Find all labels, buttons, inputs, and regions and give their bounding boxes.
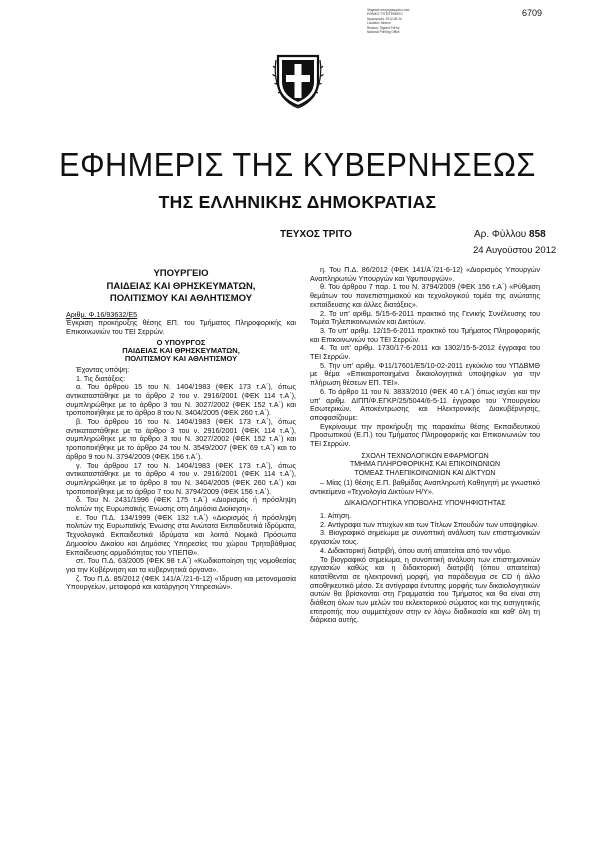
paragraph: η. Του Π.Δ. 86/2012 (ΦΕΚ 141/Α΄/21-6-12) «Διορισμός Υπουργών Αναπληρωτών Υπουργών και Υφυπουργών». [310,265,540,283]
gazette-title: ΕΦΗΜΕΡΙΣ ΤΗΣ ΚΥΒΕΡΝΗΣΕΩΣ [59,146,536,183]
school-line: ΣΧΟΛΗ ΤΕΧΝΟΛΟΓΙΚΩΝ ΕΦΑΡΜΟΓΩΝ [361,452,489,460]
document-item: 4. Διδακτορική διατριβή, όπου αυτή απαιτείται από τον νόμο. [320,545,512,555]
stamp-line: Reason: Signed Pdf by [367,25,400,30]
sheet-number [474,229,546,240]
ministry-heading [66,268,296,306]
paragraph: ζ. Του Π.Δ. 85/2012 (ΦΕΚ 141/Α΄/21-6-12) «Ίδρυση και μετονομασία Υπουργείων, μεταφορά και κατάργηση Υπηρεσιών». [66,573,296,592]
sheet-number-value: 858 [529,229,546,240]
document-item: 2. Αντίγραφα των πτυχίων και των Τίτλων Σπουδών των υποψηφίων. [320,519,540,529]
paragraph: ε. Του Π.Δ. 134/1999 (ΦΕΚ 132 τ.Α΄) «Διορισμός ή πρόσληψη πολιτών της Ευρωπαϊκής Ένωσης στα Ανώτατα Εκπαιδευτικά Ιδρύματα, Τεχνολογικά Εκπαιδευτικά Ιδρύματα και λοιπά Νομικά Πρόσωπα Δημοσίου Δικαίου και Δημόσιες Υπηρεσίες του χώρου Τρητοβάθμιας Εκπαίδευσης αρμοδιότητας του ΥΠΕΠΘ». [66,512,296,557]
document-item: 3. Βιογραφικό σημείωμα με συνοπτική ανάλυση των επιστημονικών εργασιών τους. [310,528,540,547]
minister-line: ΠΟΛΙΤΙΣΜΟΥ ΚΑΙ ΑΘΛΗΤΙΣΜΟΥ [124,354,238,364]
paragraph: Έχοντας υπόψη: [76,364,130,374]
gazette-subtitle: ΤΗΣ ΕΛΛΗΝΙΚΗΣ ΔΗΜΟΚΡΑΤΙΑΣ [158,192,437,212]
issue-date: 24 Αυγούστου 2012 [473,245,557,256]
paragraph: Εγκρίνουμε την προκήρυξη της παρακάτω θέσης Εκπαιδευτικού Προσωπικού (Ε.Π.) του Τμήματος Πληροφορικής και Επικοινωνιών του ΤΕΙ Σερρών. [310,421,540,449]
right-column [310,266,540,625]
paragraph: 2. Το υπ' αριθμ. 5/15-6-2011 πρακτικό της Γενικής Συνέλευσης του Τομέα Τηλεπικοινωνιών και Δικτύων. [310,308,540,327]
paragraph: 1. Τις διατάξεις: [76,373,126,383]
left-column [66,266,296,592]
document-item: 1. Αίτηση. [320,510,352,520]
issue-label: ΤΕΥΧΟΣ ΤΡΙΤΟ [280,229,352,240]
school-line: ΤΟΜΕΑΣ ΤΗΛΕΠΙΚΟΙΝΩΝΙΩΝ ΚΑΙ ΔΙΚΤΥΩΝ [354,470,496,478]
decision-number: Αριθμ. Φ.16/93632/Ε5 [66,309,138,319]
paragraph: β. Του άρθρου 16 του Ν. 1404/1983 (ΦΕΚ 173 τ.Α΄), όπως αντικαταστάθηκε με το άρθρο 3 του ν. 2916/2001 (ΦΕΚ 114 τ.Α΄), συμπληρώθηκε με το άρθρο 3 του Ν. 3027/2002 (ΦΕΚ 152 τ.Α΄) και τροποποιήθηκε με το άρθρο 24 του Ν. 3549/2007 (ΦΕΚ 69 τ.Α΄) και το άρθρο 9 του Ν. 3794/2009 (ΦΕΚ 156 τ.Α΄). [66,417,296,461]
paragraph: 6. Το άρθρο 11 του Ν. 3833/2010 (ΦΕΚ 40 τ.Α΄) όπως ισχύει και την υπ' αριθμ. ΔΙΠΠ/Φ.ΕΓΚΡ/25/5044/6-5-11 έγγραφο του Υπουργείου Εσωτερικών, Αποκέντρωσης και Ηλεκτρονικής Διακυβέρνησης, αποφασίζουμε: [310,386,540,422]
sheet-label: Αρ. Φύλλου [474,229,527,240]
stamp-line: Ημερομηνία: 2012.08.24 [367,16,402,21]
stamp-line: National Printing Office [367,30,400,35]
documents-heading: ΔΙΚΑΙΟΛΟΓΗΤΙΚΑ ΥΠΟΒΟΛΗΣ ΥΠΟΨΗΦΙΟΤΗΤΑΣ [344,500,506,508]
ministry-line: ΠΑΙΔΕΙΑΣ ΚΑΙ ΘΡΗΣΚΕΥΜΑΤΩΝ, [106,280,256,292]
paragraph: στ. Του Π.Δ. 63/2005 (ΦΕΚ 98 τ.Α΄) «Κωδικοποίηση της νομοθεσίας για την Κυβέρνηση και τα κυβερνητικά όργανα». [66,556,296,574]
greek-coat-of-arms-icon [272,46,324,110]
paragraph: α. Του άρθρου 15 του Ν. 1404/1983 (ΦΕΚ 173 τ.Α΄), όπως αντικαταστάθηκε με το άρθρο 2 του ν. 2916/2001 (ΦΕΚ 114 τ.Α΄), συμπληρώθηκε με το άρθρο 3 του Ν. 3027/2002 (ΦΕΚ 152 τ.Α΄) και τροποποιήθηκε με το άρθρο 8 του Ν. 3404/2005 (ΦΕΚ 260 τ.Α΄). [66,382,296,418]
minister-line: ΠΑΙΔΕΙΑΣ ΚΑΙ ΘΡΗΣΚΕΥΜΑΤΩΝ, [122,346,240,356]
paragraph: 5. Την υπ' αριθμ. Φ11/17601/Ε5/10-02-2011 εγκύκλιο του ΥΠΔΒΜΘ με θέμα «Επικαιροποιημένα δικαιολογητικά υποψηφίων για την πλήρωση θέσεων ΕΠ. ΤΕΙ». [310,360,540,388]
stamp-line: Location: Athens [367,21,391,26]
minister-line: Ο ΥΠΟΥΡΓΟΣ [156,337,206,347]
decision-summary: Έγκριση προκήρυξης θέσης ΕΠ. του Τμήματος Πληροφορικής και Επικοινωνιών του ΤΕΙ Σερρών. [66,318,296,336]
paragraph: δ. Του Ν. 2431/1996 (ΦΕΚ 175 τ.Α΄) «Διορισμός ή πρόσληψη πολιτών της Ευρωπαϊκής Ένωσης στη Δημόσια Διοίκηση». [66,495,296,514]
ministry-line: ΠΟΛΙΤΙΣΜΟΥ ΚΑΙ ΑΘΛΗΤΙΣΜΟΥ [109,293,253,304]
page-number: 6709 [522,8,543,18]
stamp-line: Ψηφιακά υπογεγραμμένο από [367,8,410,12]
ministry-line: ΥΠΟΥΡΓΕΙΟ [153,268,209,279]
document-item: Το βιογραφικό σημείωμα, η συνοπτική ανάλυση των επιστημονικών εργασιών καθώς και η διδακτορική διατριβή (όπου απαιτείται) κατατίθενται σε ηλεκτρονική μορφή, για παράδειγμα σε CD ή άλλο αποθηκευτικό μέσο. Σε αντίγραφα έντυπης μορφής των δικαιολογητικών αυτών θα βρίσκονται στη Γραμματεία του Τμήματος και θα είναι στη διάθεση όλων των μελών του εκλεκτορικού σώματος και της εισηγητικής επιτροπής που συμμετέχουν στην εν λόγω διαδικασία και καθ' όλη τη διάρκεια αυτής. [310,554,540,625]
school-block [310,453,540,479]
paragraph: γ. Του άρθρου 17 του Ν. 1404/1983 (ΦΕΚ 173 τ.Α΄), όπως αντικαταστάθηκε με το άρθρο 4 του ν. 2916/2001 (ΦΕΚ 114 τ.Α΄), συμπληρώθηκε με το άρθρο 8 του Ν. 3404/2005 (ΦΕΚ 260 τ.Α΄) και τροποποιήθηκε με το άρθρο 7 του Ν. 3794/2009 (ΦΕΚ 156 τ.Α΄). [66,460,296,496]
paragraph: θ. Του άρθρου 7 παρ. 1 του Ν. 3794/2009 (ΦΕΚ 156 τ.Α΄) «Ρύθμιση θεμάτων του πανεπιστημιακού και τεχνολογικού τομέα της ανώτατης εκπαίδευσης και άλλες διατάξεις». [310,282,540,309]
stamp-line: ΕΘΝΙΚΟ ΤΥΠΟΓΡΑΦΕΙΟ [367,12,403,17]
digital-signature-stamp [367,8,427,34]
paragraph: 3. Το υπ' αριθμ. 12/15-6-2011 πρακτικό του Τμήματος Πληροφορικής και Επικοινωνιών του ΤΕΙ Σερρών. [310,325,540,344]
minister-heading [66,339,296,364]
school-line: ΤΜΗΜΑ ΠΛΗΡΟΦΟΡΙΚΗΣ ΚΑΙ ΕΠΙΚΟΙΝΩΝΙΩΝ [349,461,501,469]
paragraph: 4. Τα υπ' αριθμ. 1730/17-6-2011 και 1302/15-5-2012 έγγραφα του ΤΕΙ Σερρών. [310,343,540,362]
position-description: – Μίας (1) θέσης Ε.Π. βαθμίδας Αναπληρωτή Καθηγητή με γνωστικό αντικείμενο «Τεχνολογία Δικτύων Η/Υ». [310,477,540,496]
